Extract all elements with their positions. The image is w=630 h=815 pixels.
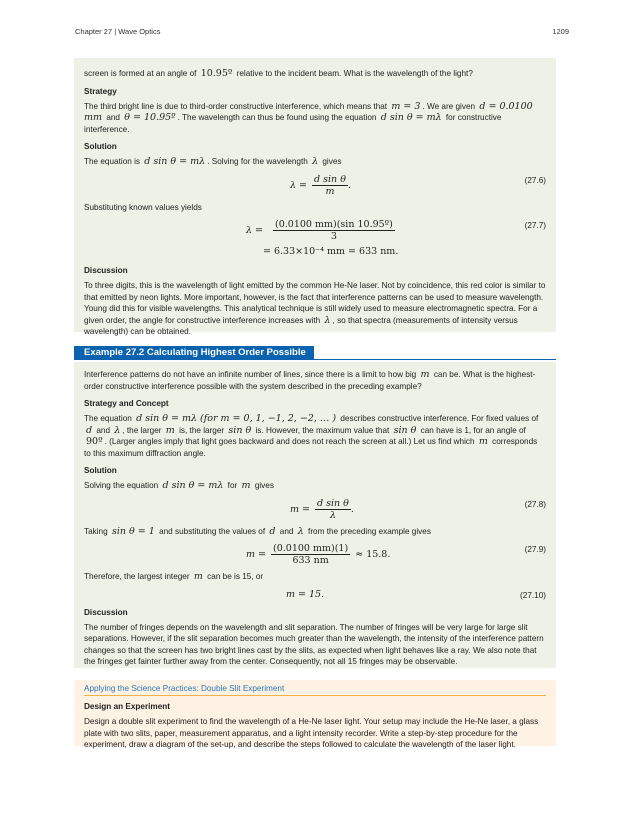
example-title: Example 27.2 Calculating Highest Order Possible [74, 346, 314, 360]
strategy-text: The third bright line is due to third-order constructive interference, which means that m = 3 . We are given d = 0.0100 mm and θ = 10.95º . The wavelength can thus be found using the equation d sin θ = mλ for constructive interference. [84, 100, 533, 134]
example-continuation-box [74, 58, 556, 336]
discussion-heading: Discussion [84, 607, 128, 617]
problem-intro: screen is formed at an angle of 10.95º relative to the incident beam. What is the wavelength of the light? [84, 68, 473, 79]
design-text: Design a double slit experiment to find the wavelength of a He-Ne laser light. Your setup may include the He-Ne laser, a glass plate with two slits, paper, measurement apparatus, and a light intensity recorder. Write a step-by-step procedure for the experiment, draw a diagram of the set-up, and describe the steps followed to calculate the wavelength of the laser light. [84, 717, 539, 749]
strategy-text: The equation d sin θ = mλ (for m = 0, 1, −1, 2, −2, … ) describes constructive interference. For fixed values of d and λ , the larger m is, the larger sin θ is. However, the maximum value that sin θ can have is 1, for an angle of 90º . (Larger angles imply that light goes backward and does not reach the screen at all.) Let us find which m corresponds to this maximum diffraction angle. [84, 413, 539, 458]
practices-title: Applying the Science Practices: Double Slit Experiment [84, 680, 546, 696]
equation-number: (27.10) [520, 590, 546, 600]
equation-27-6: λ = $\frac{\text{d sin θ}}{m}$ . (27.6) [290, 173, 546, 197]
strategy-heading: Strategy and Concept [84, 399, 169, 408]
equation-27-8: m = $\frac{\text{d sin θ}}{\lambda}$ . (27.8) [290, 497, 546, 521]
equation-number: (27.9) [524, 545, 546, 554]
example-intro: Interference patterns do not have an infinite number of lines, since there is a limit to how big m can be. What is the highest-order constructive interference possible with the system described in the preceding example? [84, 369, 536, 391]
therefore-text: Therefore, the largest integer m can be is 15, or [84, 571, 264, 582]
equation-27-10: m = 15. (27.10) [286, 588, 546, 600]
substituting-text: Substituting known values yields [84, 202, 202, 212]
solution-heading: Solution [84, 142, 117, 151]
equation-number: (27.7) [524, 221, 546, 230]
example-27-2-box [74, 362, 556, 668]
equation-27-7: λ = $\frac{\text{(0.0100 mm)(sin 10.95º)}}{3}$ = 6.33×10⁻⁴ mm = 633 nm. (27.7) [246, 219, 546, 257]
design-heading: Design an Experiment [84, 702, 170, 711]
equation-number: (27.6) [524, 175, 546, 185]
solution-text: The equation is d sin θ = mλ . Solving for the wavelength λ gives [84, 156, 342, 167]
solution-heading: Solution [84, 466, 117, 475]
discussion-heading: Discussion [84, 266, 128, 275]
discussion-text: To three digits, this is the wavelength of light emitted by the common He-Ne laser. Not by coincidence, this red color is similar to that emitted by neon lights. More important, however, is the fact that interference patterns can be used to measure wavelength. Young did this for visible wavelengths. This analytical technique is still widely used to measure electromagnetic spectra. For a given order, the angle for constructive interference increases with λ , so that spectra (measurements of intensity versus wavelength) can be obtained. [84, 281, 546, 336]
equation-number: (27.8) [524, 499, 546, 509]
discussion-text: The number of fringes depends on the wavelength and slit separation. The number of fringes will be very large for large slit separations. However, if the slit separation becomes much greater than the wavelength, the intensity of the interference pattern changes so that the screen has two bright lines cast by the slits, as expected when light behaves like a ray. We also note that the fringes get fainter further away from the center. Consequently, not all 15 fringes may be observable. [84, 622, 544, 666]
taking-text: Taking sin θ = 1 and substituting the values of d and λ from the preceding example gives [84, 525, 431, 537]
chapter-header: Chapter 27 | Wave Optics [75, 27, 161, 36]
solution-text: Solving the equation d sin θ = mλ for m gives [84, 480, 274, 491]
equation-27-9: m = $\frac{(0.0100 mm)(1)}{633 nm}$ ≈ 15.8. (27.9) [246, 543, 546, 566]
page-number: 1209 [552, 27, 569, 36]
example-title-bar [74, 346, 556, 360]
strategy-heading: Strategy [84, 86, 117, 96]
science-practices-box [74, 680, 556, 749]
